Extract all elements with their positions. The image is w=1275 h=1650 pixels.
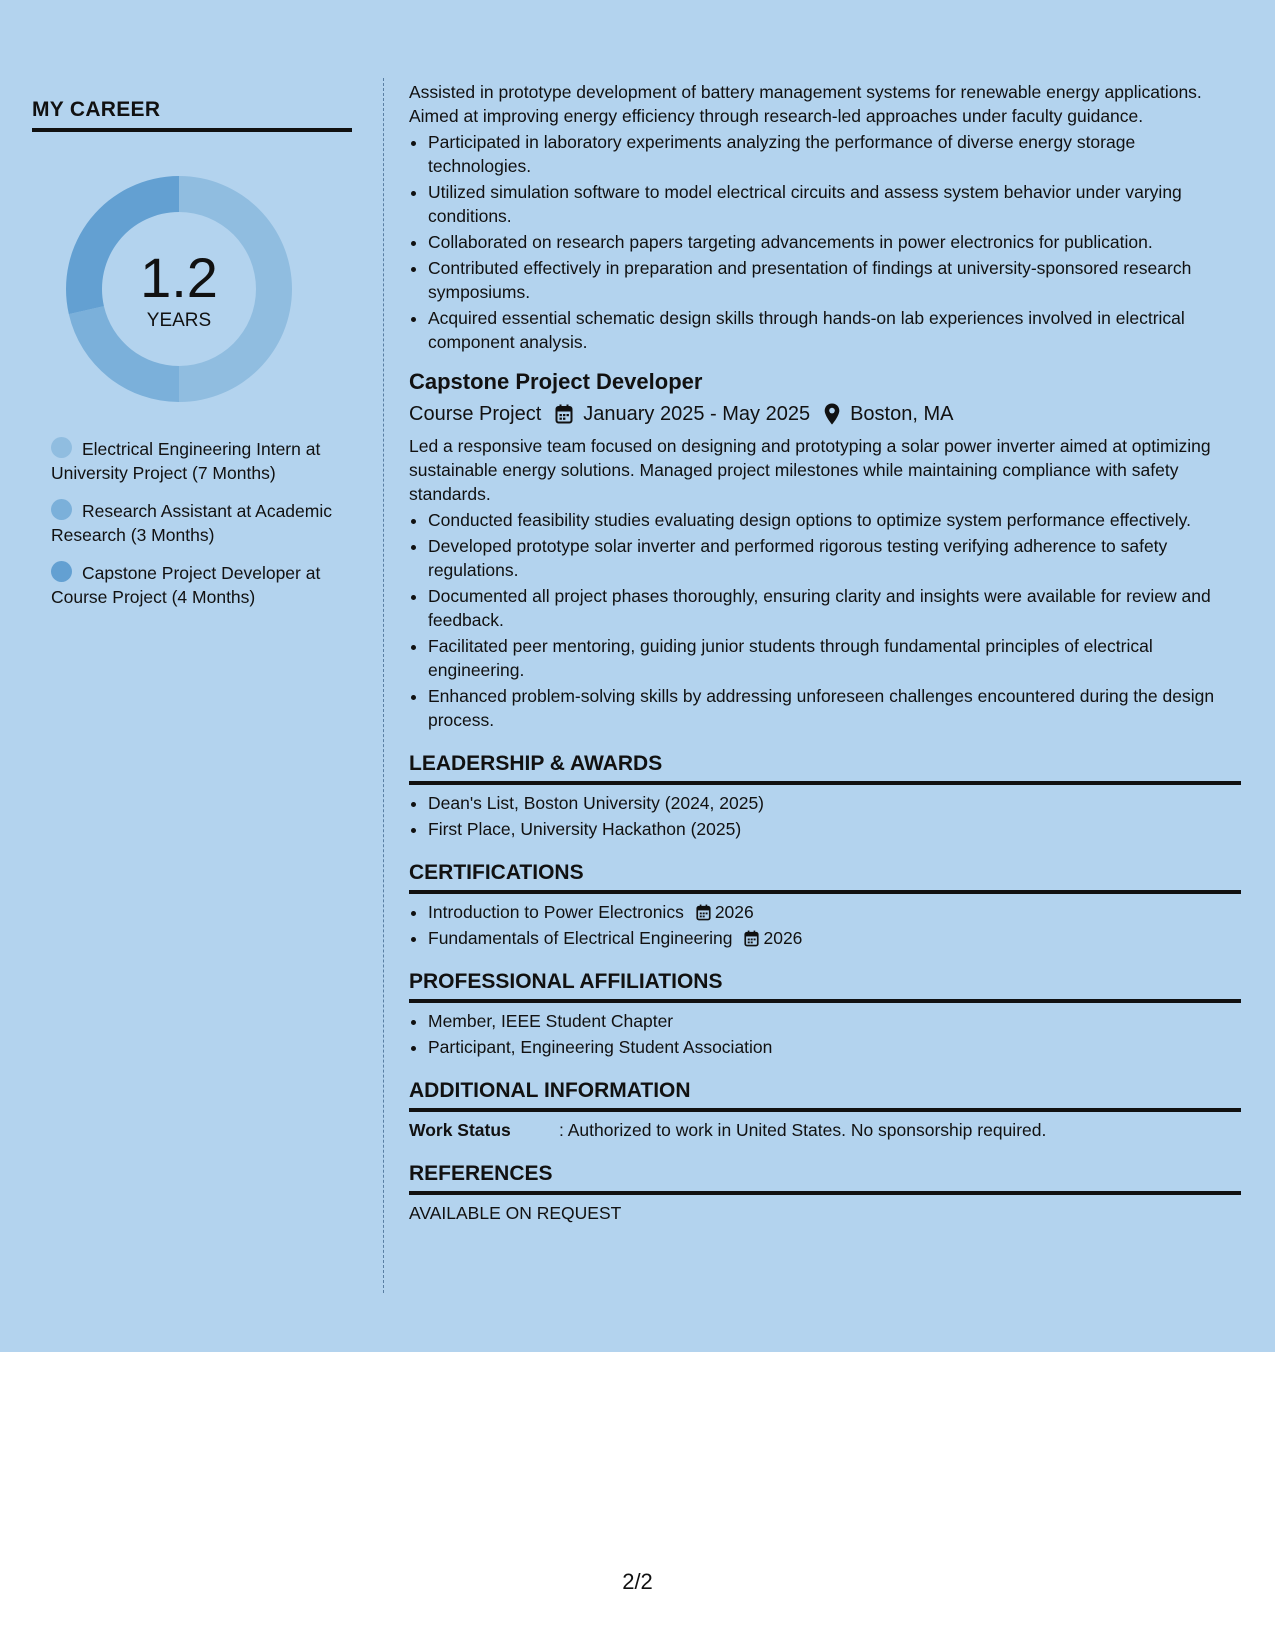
certifications-heading: CERTIFICATIONS bbox=[409, 861, 584, 884]
section-rule bbox=[409, 999, 1241, 1003]
list-item: • Conducted feasibility studies evaluating design options to optimize system performance effectively. bbox=[428, 508, 1241, 532]
references-text: AVAILABLE ON REQUEST bbox=[409, 1203, 622, 1223]
career-title: MY CAREER bbox=[32, 98, 161, 121]
legend-dot bbox=[51, 561, 72, 582]
calendar-icon bbox=[744, 930, 759, 947]
cert-year: 2026 bbox=[714, 902, 754, 922]
list-item: • Contributed effectively in preparation and presentation of findings at university-sponsored research symposiums. bbox=[428, 256, 1241, 304]
page-number: 2/2 bbox=[622, 1569, 653, 1594]
affiliations-list bbox=[409, 1009, 1241, 1059]
section-rule bbox=[409, 1191, 1241, 1195]
list-item: • Utilized simulation software to model electrical circuits and assess system behavior under varying conditions. bbox=[428, 180, 1241, 228]
research-summary: Assisted in prototype development of battery management systems for renewable energy applications. Aimed at improving energy efficiency through research-led approaches under faculty guidance. bbox=[409, 82, 1202, 126]
cert-name: Fundamentals of Electrical Engineering bbox=[428, 928, 733, 948]
career-title-rule bbox=[32, 128, 352, 132]
list-item: • Dean's List, Boston University (2024, 2025) bbox=[428, 791, 1241, 815]
work-status-row bbox=[409, 1118, 1241, 1142]
legend-label: Capstone Project Developer at Course Project (4 Months) bbox=[51, 563, 321, 607]
affiliations-heading: PROFESSIONAL AFFILIATIONS bbox=[409, 970, 723, 993]
career-legend bbox=[51, 437, 351, 623]
list-item bbox=[428, 926, 1241, 950]
legend-item bbox=[51, 437, 351, 485]
list-item: • Facilitated peer mentoring, guiding junior students through fundamental principles of electrical engineering. bbox=[428, 634, 1241, 682]
job-location: Boston, MA bbox=[850, 403, 954, 425]
column-divider bbox=[383, 78, 384, 1293]
section-rule bbox=[409, 781, 1241, 785]
work-status-key: Work Status bbox=[409, 1120, 511, 1140]
legend-label: Research Assistant at Academic Research (3 Months) bbox=[51, 501, 332, 545]
total-years-value: 1.2 bbox=[140, 246, 218, 309]
section-rule bbox=[409, 890, 1241, 894]
list-item: • Acquired essential schematic design skills through hands-on lab experiences involved in electrical component analysis. bbox=[428, 306, 1241, 354]
references-heading: REFERENCES bbox=[409, 1162, 553, 1185]
cert-year: 2026 bbox=[763, 928, 803, 948]
calendar-icon bbox=[555, 404, 573, 424]
job-dates: January 2025 - May 2025 bbox=[583, 403, 811, 425]
legend-dot bbox=[51, 437, 72, 458]
main-content bbox=[409, 80, 1241, 1225]
research-bullets bbox=[409, 130, 1241, 354]
job-org: Course Project bbox=[409, 403, 542, 425]
legend-dot bbox=[51, 499, 72, 520]
career-sidebar bbox=[32, 98, 352, 607]
capstone-bullets bbox=[409, 508, 1241, 732]
list-item: • Collaborated on research papers targeting advancements in power electronics for publication. bbox=[428, 230, 1241, 254]
list-item: • Participant, Engineering Student Association bbox=[428, 1035, 1241, 1059]
leadership-heading: LEADERSHIP & AWARDS bbox=[409, 752, 663, 775]
legend-item bbox=[51, 499, 351, 547]
list-item: • Member, IEEE Student Chapter bbox=[428, 1009, 1241, 1033]
capstone-summary: Led a responsive team focused on designing and prototyping a solar power inverter aimed at optimizing sustainable energy solutions. Managed project milestones while maintaining compliance with safety standards. bbox=[409, 436, 1211, 504]
job-title: Capstone Project Developer bbox=[409, 369, 703, 394]
legend-item bbox=[51, 561, 351, 609]
legend-label: Electrical Engineering Intern at University Project (7 Months) bbox=[51, 439, 321, 483]
additional-heading: ADDITIONAL INFORMATION bbox=[409, 1079, 691, 1102]
section-rule bbox=[409, 1108, 1241, 1112]
list-item bbox=[428, 900, 1241, 924]
leadership-list bbox=[409, 791, 1241, 841]
list-item: • Participated in laboratory experiments analyzing the performance of diverse energy storage technologies. bbox=[428, 130, 1241, 178]
calendar-icon bbox=[696, 904, 711, 921]
list-item: • Documented all project phases thoroughly, ensuring clarity and insights were available for review and feedback. bbox=[428, 584, 1241, 632]
donut-center bbox=[66, 246, 292, 332]
years-label: YEARS bbox=[146, 310, 212, 331]
list-item: • Enhanced problem-solving skills by addressing unforeseen challenges encountered during the design process. bbox=[428, 684, 1241, 732]
job-meta bbox=[409, 400, 1241, 428]
list-item: • First Place, University Hackathon (2025) bbox=[428, 817, 1241, 841]
map-pin-icon bbox=[824, 403, 840, 425]
cert-name: Introduction to Power Electronics bbox=[428, 902, 684, 922]
list-item: • Developed prototype solar inverter and performed rigorous testing verifying adherence to safety regulations. bbox=[428, 534, 1241, 582]
career-donut-chart bbox=[66, 176, 292, 402]
certifications-list bbox=[409, 900, 1241, 950]
work-status-value: : Authorized to work in United States. No sponsorship required. bbox=[559, 1120, 1047, 1140]
